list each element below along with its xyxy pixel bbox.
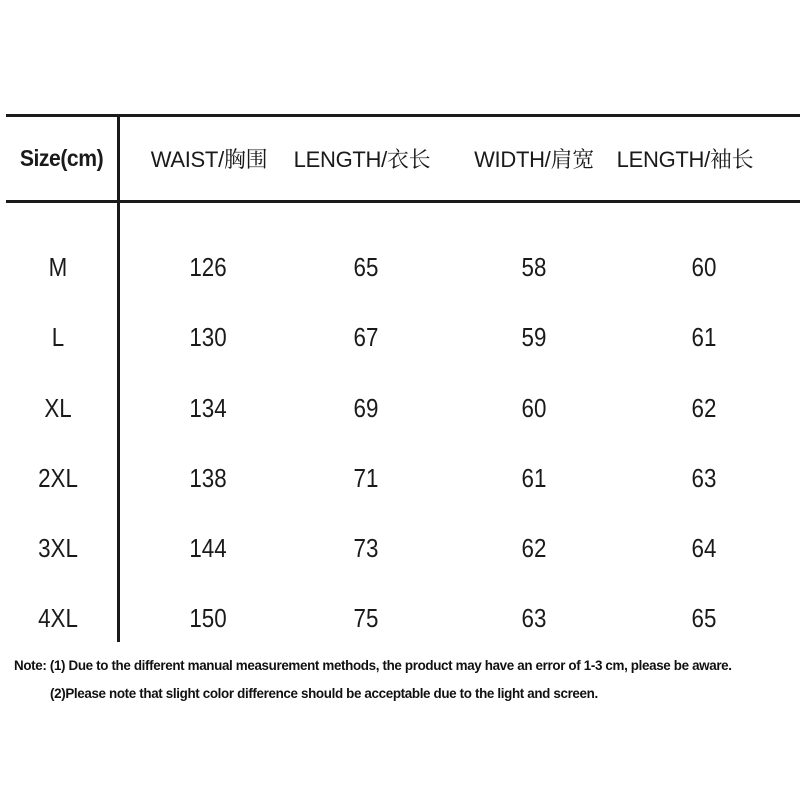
table-row: [0, 378, 800, 438]
column-header-sleeve-length: LENGTH/袖长: [616, 147, 754, 172]
width-cell: 61: [521, 462, 547, 493]
sleeve-length-cell: 62: [691, 392, 717, 423]
waist-cell: 138: [189, 462, 227, 493]
length-cell: 67: [353, 321, 379, 352]
length-cell: 73: [353, 532, 379, 563]
width-cell: 59: [521, 321, 547, 352]
table-row: [0, 518, 800, 578]
waist-cell: 150: [189, 602, 227, 633]
column-header-length: LENGTH/衣长: [293, 147, 431, 172]
size-cell: 2XL: [38, 462, 78, 493]
length-cell: 69: [353, 392, 379, 423]
column-header-waist: WAIST/胸围: [150, 147, 268, 172]
length-cell: 65: [353, 251, 379, 282]
table-row: [0, 448, 800, 508]
size-cell: M: [48, 251, 68, 282]
width-cell: 62: [521, 532, 547, 563]
table-row: [0, 588, 800, 648]
column-header-width: WIDTH/肩宽: [474, 147, 594, 172]
measurement-note: Note: (1) Due to the different manual measurement methods, the product may have an error of 1-3 cm, please be aware.: [14, 658, 732, 673]
header-bottom-rule: [6, 200, 800, 203]
size-cell: L: [51, 321, 65, 352]
length-cell: 75: [353, 602, 379, 633]
color-difference-note: (2)Please note that slight color difference should be acceptable due to the light and screen.: [50, 686, 598, 701]
waist-cell: 144: [189, 532, 227, 563]
size-cell: 4XL: [38, 602, 78, 633]
size-column-header: Size(cm): [19, 145, 104, 171]
table-row: [0, 237, 800, 297]
waist-cell: 130: [189, 321, 227, 352]
waist-cell: 134: [189, 392, 227, 423]
table-row: [0, 307, 800, 367]
size-cell: 3XL: [38, 532, 78, 563]
size-cell: XL: [44, 392, 72, 423]
waist-cell: 126: [189, 251, 227, 282]
width-cell: 63: [521, 602, 547, 633]
sleeve-length-cell: 65: [691, 602, 717, 633]
sleeve-length-cell: 64: [691, 532, 717, 563]
length-cell: 71: [353, 462, 379, 493]
sleeve-length-cell: 61: [691, 321, 717, 352]
sleeve-length-cell: 60: [691, 251, 717, 282]
width-cell: 58: [521, 251, 547, 282]
width-cell: 60: [521, 392, 547, 423]
sleeve-length-cell: 63: [691, 462, 717, 493]
